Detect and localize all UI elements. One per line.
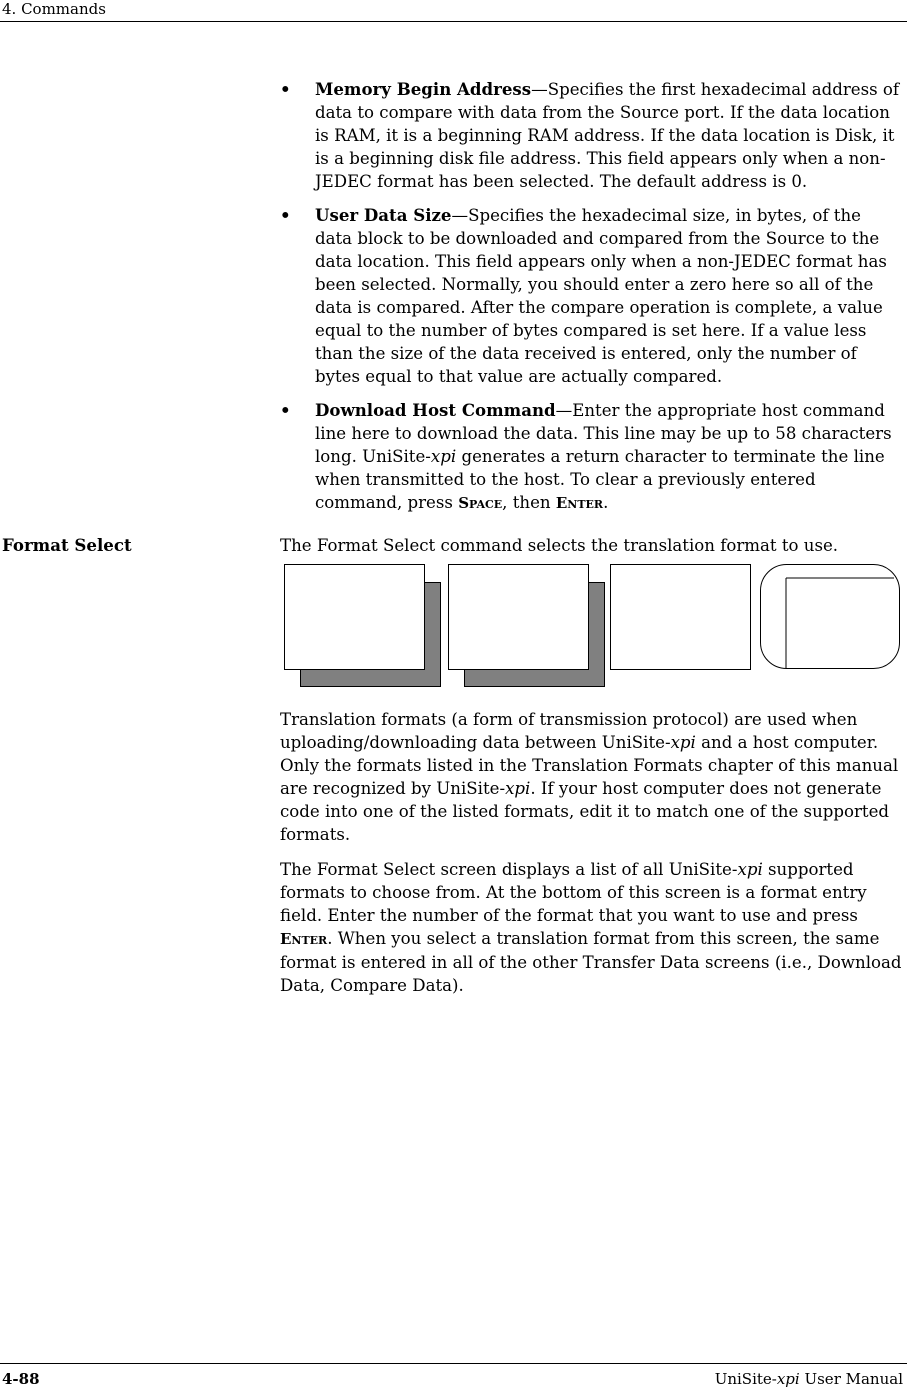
paragraph [280,858,902,997]
paragraph-text: The Format Select screen displays a list of all UniSite- [280,860,738,879]
key-space: Space [458,494,503,512]
bullet-text: , then [502,493,556,512]
paragraph-text: . When you select a translation format from this screen, the same format is entered in all of the other Transfer Data screens (i.e., Download Data, Compare Data). [280,929,902,995]
list-item [280,399,902,515]
section-heading: Format Select [2,535,132,555]
bullet-text: —Specifies the hexadecimal size, in bytes, of the data block to be downloaded and compared from the Source to the data location. This field appears only when a non-JEDEC format has been selected. Normally, you should enter a zero here so all of the data is compared. After the compare operation is complete, a value equal to the number of bytes compared is set here. If a value less than the size of the data received is entered, only the number of bytes equal to that value are actually compared. [315,206,887,386]
list-item [280,78,902,193]
page-footer [0,1363,907,1389]
header-title: 4. Commands [2,0,106,18]
screen-box [284,564,425,670]
paragraph [280,708,902,846]
manual-title-text: User Manual [799,1370,903,1388]
product-suffix: xpi [670,733,696,752]
product-suffix: xpi [505,779,531,798]
manual-title-text: UniSite- [714,1370,777,1388]
bullet-icon: • [280,400,291,420]
paragraph-text: and a host computer. Only the formats listed in the Translation Formats chapter of this manual are recognized by UniSite- [280,733,899,798]
bullet-text: —Specifies the first hexadecimal address of data to compare with data from the Source port. If the data location is RAM, it is a beginning RAM address. If the data location is Disk, it is a beginning disk file address. This field appears only when a non-JEDEC format has been selected. The default address is 0. [315,80,900,191]
section-intro: The Format Select command selects the translation format to use. [280,536,839,555]
bullet-term: Memory Begin Address [315,79,532,99]
product-suffix: xpi [776,1370,800,1388]
bullet-icon: • [280,79,291,99]
bullet-text: . [603,493,609,512]
paragraph-text: supported formats to choose from. At the bottom of this screen is a format entry field. Enter the number of the format that you want to use and press [280,860,867,925]
bullet-term: Download Host Command [315,400,556,420]
bullet-text: —Enter the appropriate host command line here to download the data. This line may be up to 58 characters long. UniSite- [315,401,892,466]
list-item [280,204,902,388]
bullet-text: generates a return character to terminate the line when transmitted to the host. To clear a previously entered command, press [315,447,885,512]
screen-box [610,564,751,670]
screen-flow-diagram [284,564,904,690]
page-header [0,0,907,22]
page-number: 4-88 [2,1370,40,1388]
terminal-screen-icon [760,564,901,670]
bullet-term: User Data Size [315,205,452,225]
bullet-icon: • [280,205,291,225]
paragraph-text: . If your host computer does not generate code into one of the listed formats, edit it to match one of the supported formats. [280,779,890,844]
product-suffix: xpi [430,447,457,466]
bullet-list [280,78,902,526]
screen-box [448,564,589,670]
paragraph-text: Translation formats (a form of transmission protocol) are used when uploading/downloading data between UniSite- [280,710,858,752]
manual-title [715,1368,903,1390]
key-enter: Enter [555,494,604,512]
key-enter: Enter [280,930,328,948]
product-suffix: xpi [737,860,763,879]
